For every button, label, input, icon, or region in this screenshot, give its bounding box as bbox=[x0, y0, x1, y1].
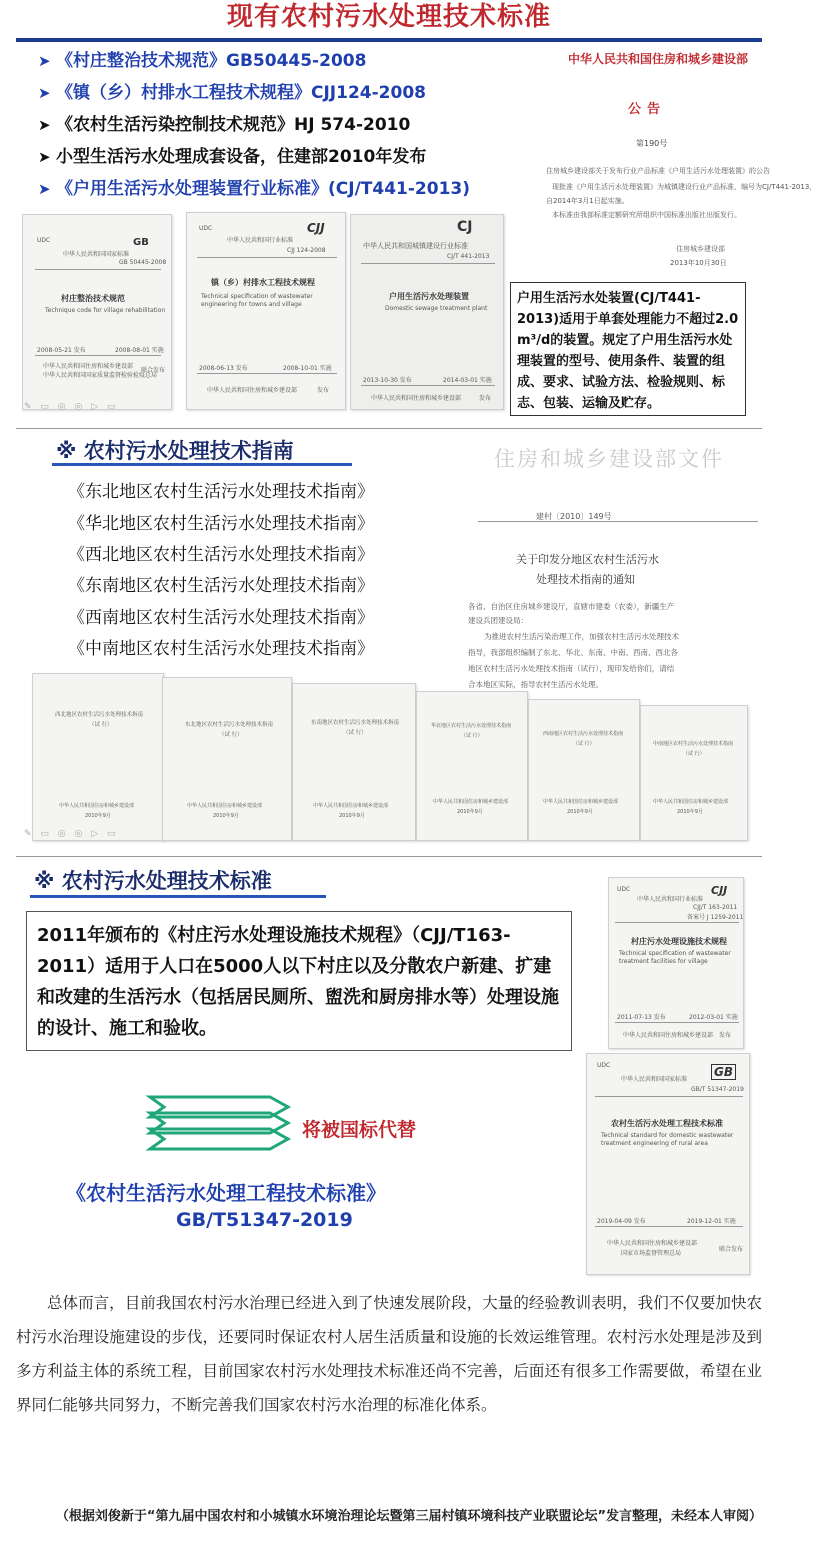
cover-udc: UDC bbox=[37, 237, 51, 244]
booklet-title: 西北地区农村生活污水处理技术指南 bbox=[55, 712, 144, 718]
cover-title: 农村生活污水处理工程技术标准 bbox=[611, 1119, 723, 1128]
booklet-date: 2010年9月 bbox=[567, 809, 593, 815]
cover-issuer: 中华人民共和国住房和城乡建设部 bbox=[607, 1240, 698, 1247]
cover-issue-date: 2019-04-09 发布 bbox=[597, 1218, 646, 1225]
cover-mark: CJJ bbox=[711, 884, 728, 897]
cover-issuer: 发布 bbox=[479, 395, 492, 402]
doc-header: 住房和城乡建设部文件 bbox=[494, 447, 724, 471]
doc-title-line: 关于印发分地区农村生活污水 bbox=[516, 553, 659, 566]
notice-line: 本标准由我部标准定额研究所组织中国标准出版社出版发行。 bbox=[552, 211, 741, 219]
notice-signature: 住房城乡建设部 bbox=[676, 245, 725, 253]
standard-cover-gb50445 bbox=[22, 214, 172, 410]
arrow-bullet-icon: ➤ bbox=[38, 116, 51, 134]
cover-title: 村庄污水处理设施技术规程 bbox=[631, 937, 727, 946]
guide-item: 《东北地区农村生活污水处理技术指南》 bbox=[68, 482, 374, 502]
booklet-title: 东北地区农村生活污水处理技术指南 bbox=[185, 722, 274, 728]
title-underline bbox=[30, 895, 326, 898]
booklet-issuer: 中华人民共和国住房和城乡建设部 bbox=[433, 799, 509, 805]
booklet-sub: （试 行） bbox=[573, 741, 595, 747]
cover-mark: GB bbox=[133, 237, 149, 248]
booklet-date: 2010年9月 bbox=[213, 813, 239, 819]
cover-org: 中华人民共和国行业标准 bbox=[637, 896, 704, 903]
cover-org: 中华人民共和国国家标准 bbox=[63, 251, 130, 258]
standard-item: ➤ 《户用生活污水处理装置行业标准》(CJ/T441-2013) bbox=[38, 179, 471, 199]
cover-effective-date: 2008-10-01 实施 bbox=[283, 365, 332, 372]
standard-cover-cjt441 bbox=[350, 214, 504, 410]
booklet-date: 2010年9月 bbox=[85, 813, 111, 819]
booklet-title: 西南地区农村生活污水处理技术指南 bbox=[543, 731, 624, 737]
cover-udc: UDC bbox=[617, 886, 631, 893]
booklet-date: 2010年9月 bbox=[339, 813, 365, 819]
notice-line: 住房城乡建设部关于发布行业产品标准《户用生活污水处理装置》的公告 bbox=[546, 167, 770, 175]
standard-cover-cjjt163 bbox=[608, 877, 744, 1049]
standard-cover-cjj124 bbox=[186, 212, 346, 410]
notice-line: 自2014年3月1日起实施。 bbox=[546, 197, 629, 205]
booklet-issuer: 中华人民共和国住房和城乡建设部 bbox=[313, 803, 389, 809]
cover-title-en: Technique code for village rehabilitation bbox=[45, 307, 166, 314]
guide-item: 《中南地区农村生活污水处理技术指南》 bbox=[68, 639, 374, 659]
booklet-sub: （试 行） bbox=[461, 733, 483, 739]
cover-mark: GB bbox=[711, 1064, 736, 1080]
arrow-bullet-icon: ➤ bbox=[38, 148, 51, 166]
booklet-issuer: 中华人民共和国住房和城乡建设部 bbox=[653, 799, 729, 805]
doc-body-line: 地区农村生活污水处理技术指南（试行），现印发给你们，请结 bbox=[468, 664, 675, 673]
cover-title: 户用生活污水处理装置 bbox=[389, 292, 469, 301]
guide-item: 《西北地区农村生活污水处理技术指南》 bbox=[68, 545, 374, 565]
cover-title-en: Technical standard for domestic wastewater treatment engineering of rural area bbox=[601, 1132, 734, 1147]
cover-effective-date: 2008-08-01 实施 bbox=[115, 347, 164, 354]
cover-title: 镇（乡）村排水工程技术规程 bbox=[211, 278, 315, 287]
cover-issuer: 中华人民共和国住房和城乡建设部 bbox=[623, 1032, 714, 1039]
doc-body-line: 各省、自治区住房城乡建设厅，直辖市建委（农委），新疆生产 bbox=[468, 602, 675, 611]
arrow-bullet-icon: ➤ bbox=[38, 180, 51, 198]
cover-issuer: 中华人民共和国住房和城乡建设部 bbox=[43, 363, 134, 370]
cjjt163-description: 2011年颁布的《村庄污水处理设施技术规程》（CJJ/T163-2011）适用于人口在5000人以下村庄以及分散农户新建、扩建和改建的生活污水（包括居民厕所、盥洗和厨房排水等）处理设施的设计、施工和验收。 bbox=[26, 911, 572, 1051]
guide-booklet bbox=[32, 673, 164, 841]
cover-mark: CJJ bbox=[307, 221, 325, 235]
notice-title: 公告 bbox=[628, 102, 667, 117]
booklet-issuer: 中华人民共和国住房和城乡建设部 bbox=[59, 803, 135, 809]
new-standard-name: 《农村生活污水处理工程技术标准》 bbox=[66, 1181, 386, 1205]
cover-effective-date: 2014-03-01 实施 bbox=[443, 377, 492, 384]
doc-number: 建村〔2010〕149号 bbox=[536, 512, 612, 521]
cover-code: 备案号 J 1259-2011 bbox=[687, 914, 744, 921]
cover-org: 中华人民共和国行业标准 bbox=[227, 237, 294, 244]
slide-village-standard bbox=[16, 856, 762, 1276]
cover-issuer: 中华人民共和国住房和城乡建设部 bbox=[371, 395, 462, 402]
booklet-date: 2010年9月 bbox=[457, 809, 483, 815]
cover-issuer: 中华人民共和国住房和城乡建设部 bbox=[207, 387, 298, 394]
slide-existing-standards bbox=[16, 0, 816, 420]
cover-title-en: Domestic sewage treatment plant bbox=[385, 305, 488, 312]
cover-issuer: 发布 bbox=[317, 387, 330, 394]
cover-issue-date: 2011-07-13 发布 bbox=[617, 1014, 666, 1021]
booklet-sub: （试 行） bbox=[219, 732, 243, 738]
cover-code: GB/T 51347-2019 bbox=[691, 1086, 744, 1093]
cover-title-en: Technical specification of wastewater treatment facilities for village bbox=[619, 950, 731, 965]
cover-issuer: 中华人民共和国国家质量监督检验检疫总局 bbox=[43, 372, 158, 379]
cover-udc: UDC bbox=[597, 1062, 611, 1069]
slide-title: 现有农村污水处理技术标准 bbox=[226, 2, 551, 32]
booklet-sub: （试 行） bbox=[683, 751, 705, 757]
standard-cover-gbt51347 bbox=[586, 1053, 750, 1275]
guide-booklet bbox=[416, 691, 528, 841]
guide-booklet bbox=[162, 677, 292, 841]
cover-org: 中华人民共和国城镇建设行业标准 bbox=[363, 242, 468, 250]
booklet-title: 华北地区农村生活污水处理技术指南 bbox=[431, 723, 512, 729]
cover-code: CJJ 124-2008 bbox=[287, 247, 326, 254]
cover-issue-date: 2008-06-13 发布 bbox=[199, 365, 248, 372]
viewer-toolbar-icons: ✎ ▭ ◎ ◎ ▷ ▭ bbox=[24, 402, 119, 412]
notice-number: 第190号 bbox=[636, 139, 668, 148]
guide-item: 《华北地区农村生活污水处理技术指南》 bbox=[68, 514, 374, 534]
cover-code: CJ/T 441-2013 bbox=[447, 253, 490, 260]
cover-issuer: 联合发布 bbox=[719, 1246, 744, 1253]
slide-title: ※ 农村污水处理技术指南 bbox=[56, 439, 294, 463]
cover-title-en: Technical specification of wastewater engineering for towns and village bbox=[201, 293, 313, 308]
viewer-toolbar-icons: ✎ ▭ ◎ ◎ ▷ ▭ bbox=[24, 829, 119, 839]
doc-body-line: 指导，我部组织编制了东北、华北、东南、中南、西南、西北各 bbox=[468, 648, 678, 657]
doc-body-line: 为推进农村生活污染治理工作，加强农村生活污水处理技术 bbox=[484, 632, 679, 641]
standard-item: ➤ 《村庄整治技术规范》GB50445-2008 bbox=[38, 51, 367, 71]
replacement-note: 将被国标代替 bbox=[302, 1119, 417, 1141]
doc-body-line: 建设兵团建设局： bbox=[468, 616, 528, 625]
standard-item: ➤ 《农村生活污染控制技术规范》HJ 574-2010 bbox=[38, 115, 411, 135]
cover-issuer: 发布 bbox=[719, 1032, 732, 1039]
guide-item: 《东南地区农村生活污水处理技术指南》 bbox=[68, 576, 374, 596]
cover-udc: UDC bbox=[199, 225, 213, 232]
booklet-sub: （试 行） bbox=[343, 730, 367, 736]
doc-title-line: 处理技术指南的通知 bbox=[536, 573, 635, 586]
booklet-sub: （试 行） bbox=[89, 722, 113, 728]
cover-issuer: 联合发布 bbox=[141, 367, 166, 374]
cover-effective-date: 2019-12-01 实施 bbox=[687, 1218, 736, 1225]
new-standard-code: GB/T51347-2019 bbox=[176, 1209, 353, 1231]
booklet-title: 中南地区农村生活污水处理技术指南 bbox=[653, 741, 734, 747]
guide-booklet bbox=[292, 683, 416, 841]
booklet-date: 2010年9月 bbox=[677, 809, 703, 815]
cover-mark: CJ bbox=[457, 219, 473, 235]
slide-title: ※ 农村污水处理技术标准 bbox=[34, 869, 272, 893]
cover-effective-date: 2012-03-01 实施 bbox=[689, 1014, 738, 1021]
title-divider bbox=[16, 38, 762, 42]
cover-title: 村庄整治技术规范 bbox=[61, 294, 125, 303]
cover-issue-date: 2013-10-30 发布 bbox=[363, 377, 412, 384]
guide-booklet bbox=[528, 699, 640, 841]
booklet-issuer: 中华人民共和国住房和城乡建设部 bbox=[187, 803, 263, 809]
summary-paragraph: 总体而言，目前我国农村污水治理已经进入到了快速发展阶段，大量的经验教训表明，我们不仅要加快农村污水治理设施建设的步伐，还要同时保证农村人居生活质量和设施的长效运维管理。农村污水处理是涉及到多方利益主体的系统工程，目前国家农村污水处理技术标准还尚不完善，后面还有很多工作需要做，希望在业界同仁能够共同努力，不断完善我们国家农村污水治理的标准化体系。 bbox=[16, 1294, 762, 1414]
cover-issuer: 国家市场监督管理总局 bbox=[621, 1250, 682, 1257]
arrow-bullet-icon: ➤ bbox=[38, 52, 51, 70]
guide-booklet bbox=[640, 705, 748, 841]
notice-date: 2013年10月30日 bbox=[670, 259, 727, 267]
cover-code: GB 50445-2008 bbox=[119, 259, 167, 266]
cover-org: 中华人民共和国国家标准 bbox=[621, 1076, 688, 1083]
slide-technical-guides bbox=[16, 428, 762, 848]
notice-line: 现批准《户用生活污水处理装置》为城镇建设行业产品标准，编号为CJ/T441-2013， bbox=[552, 183, 816, 191]
standard-item: ➤ 小型生活污水处理成套设备，住建部2010年发布 bbox=[38, 147, 427, 167]
replacement-arrow-icon bbox=[150, 1093, 290, 1153]
doc-divider bbox=[478, 521, 758, 522]
guide-item: 《西南地区农村生活污水处理技术指南》 bbox=[68, 608, 374, 628]
standard-item: ➤ 《镇（乡）村排水工程技术规程》CJJ124-2008 bbox=[38, 83, 426, 103]
arrow-bullet-icon: ➤ bbox=[38, 84, 51, 102]
booklet-title: 东南地区农村生活污水处理技术指南 bbox=[311, 720, 400, 726]
notice-org: 中华人民共和国住房和城乡建设部 bbox=[568, 52, 749, 66]
booklet-issuer: 中华人民共和国住房和城乡建设部 bbox=[543, 799, 619, 805]
cjt441-callout: 户用生活污水处装置(CJ/T441-2013)适用于单套处理能力不超过2.0 m³/d的装置。规定了户用生活污水处理装置的型号、使用条件、装置的组成、要求、试验方法、检验规则、标志、包装、运输及贮存。 bbox=[510, 282, 746, 416]
cover-issue-date: 2008-05-21 发布 bbox=[37, 347, 86, 354]
cover-code: CJJ/T 163-2011 bbox=[693, 904, 738, 911]
title-underline bbox=[52, 463, 352, 466]
source-note: （根据刘俊新于“第九届中国农村和小城镇水环境治理论坛暨第三届村镇环境科技产业联盟论坛”发言整理，未经本人审阅） bbox=[55, 1509, 762, 1524]
doc-body-line: 合本地区实际，指导农村生活污水处理。 bbox=[468, 680, 603, 689]
